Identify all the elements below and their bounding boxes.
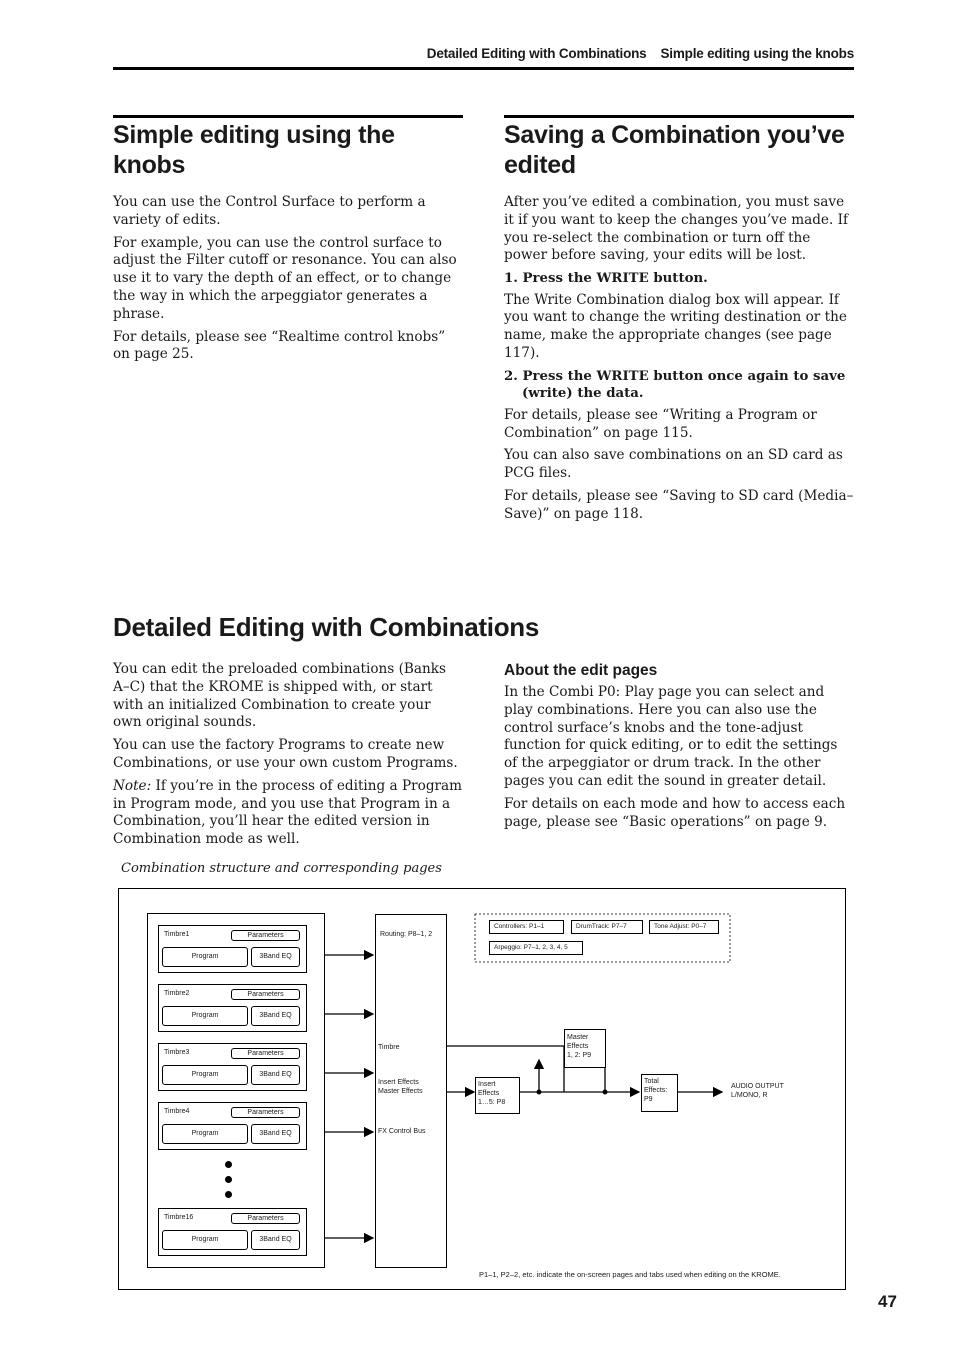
timbre-block — [158, 1043, 307, 1091]
right-paragraph: For details, please see “Writing a Program or Combination” on page 115. — [504, 406, 817, 441]
left-section — [113, 120, 463, 369]
program-box: Program — [162, 1124, 248, 1144]
note-label: Note: — [113, 777, 152, 794]
fx-control-bus-label: FX Control Bus — [378, 1128, 426, 1135]
timbre-bus-label: Timbre — [378, 1044, 400, 1051]
timbre-label: Timbre16 — [164, 1214, 194, 1221]
step-1: 1. Press the WRITE button. — [504, 271, 708, 287]
right-intro: After you’ve edited a combination, you must save it if you want to keep the changes you’ve made. If you re-select the combination or turn off the power before saving, your edits will be lost. — [504, 194, 848, 264]
program-box: Program — [162, 1065, 248, 1085]
parameters-box: Parameters — [231, 1107, 300, 1118]
timbre-block — [158, 1208, 307, 1256]
timbre-label: Timbre2 — [164, 990, 190, 997]
timbre-label: Timbre3 — [164, 1049, 190, 1056]
right-section — [504, 120, 854, 529]
timbre-block — [158, 984, 307, 1032]
insert-master-label: Insert Effects Master Effects — [378, 1079, 423, 1095]
figure-caption: Combination structure and corresponding pages — [121, 861, 442, 876]
running-header — [427, 46, 854, 61]
routing-block — [375, 914, 447, 1268]
drumtrack-box: DrumTrack: P7–7 — [571, 920, 643, 934]
insert-effects-box — [475, 1077, 520, 1114]
program-box: Program — [162, 1230, 248, 1250]
ellipsis-dot — [225, 1161, 232, 1168]
arpeggio-box: Arpeggio: P7–1, 2, 3, 4, 5 — [489, 941, 583, 955]
parameters-box: Parameters — [231, 1048, 300, 1059]
parameters-box: Parameters — [231, 930, 300, 941]
header-section: Detailed Editing with Combinations — [426, 46, 647, 61]
note-text: If you’re in the process of editing a Program in Program mode, and you use that Program in a Combination, you’ll hear the edited version in Combination mode as well. — [113, 777, 463, 848]
combination-structure-diagram — [118, 888, 846, 1290]
parameters-box: Parameters — [231, 1213, 300, 1224]
step-2: 2. Press the WRITE button once again to save (write) the data. — [504, 368, 846, 402]
right-section-rule — [504, 115, 854, 118]
ellipsis-dot — [225, 1191, 232, 1198]
main-left-column — [113, 661, 463, 854]
eq-box: 3Band EQ — [251, 1230, 300, 1250]
timbre-label: Timbre1 — [164, 931, 190, 938]
left-paragraph: For details, please see “Realtime control knobs” on page 25. — [113, 328, 446, 363]
right-paragraph: For details, please see “Saving to SD card (Media–Save)” on page 118. — [504, 488, 854, 522]
right-section-title: Saving a Combination you’ve edited — [504, 121, 845, 179]
about-section — [504, 662, 854, 836]
total-effects-label: Total Effects: P9 — [644, 1078, 668, 1103]
page-number: 47 — [878, 1292, 897, 1311]
insert-effects-label: Insert Effects 1…5: P8 — [478, 1081, 506, 1106]
note-paragraph — [113, 778, 463, 849]
timbre-block — [158, 925, 307, 973]
main-title: Detailed Editing with Combinations — [113, 612, 540, 642]
about-paragraph: In the Combi P0: Play page you can select and play combinations. Here you can also use the control surface’s knobs and the tone-adjust function for quick editing, or to edit the settings of the arpeggiator or drum track. In the other pages you can edit the sound in greater detail. — [504, 684, 838, 789]
main-paragraph: You can edit the preloaded combinations (Banks A–C) that the KROME is shipped with, or start with an initialized Combination to create your own original sounds. — [113, 661, 446, 731]
header-rule — [113, 67, 854, 70]
about-title: About the edit pages — [504, 662, 658, 679]
right-paragraph: You can also save combinations on an SD card as PCG files. — [504, 447, 843, 482]
program-box: Program — [162, 1006, 248, 1026]
header-subsection: Simple editing using the knobs — [660, 46, 854, 61]
eq-box: 3Band EQ — [251, 1124, 300, 1144]
about-paragraph: For details on each mode and how to access each page, please see “Basic operations” on page 9. — [504, 795, 846, 830]
ellipsis-dot — [225, 1176, 232, 1183]
diagram-footnote: P1–1, P2–2, etc. indicate the on-screen pages and tabs used when editing on the KROME. — [479, 1270, 781, 1279]
tone-adjust-box: Tone Adjust: P0–7 — [649, 920, 719, 934]
eq-box: 3Band EQ — [251, 1065, 300, 1085]
controllers-box: Controllers: P1–1 — [489, 920, 564, 934]
left-section-rule — [113, 115, 463, 118]
master-effects-label: Master Effects 1, 2: P9 — [567, 1034, 592, 1059]
program-box: Program — [162, 947, 248, 967]
eq-box: 3Band EQ — [251, 1006, 300, 1026]
left-section-title: Simple editing using the knobs — [113, 121, 395, 179]
main-paragraph: You can use the factory Programs to create new Combinations, or use your own custom Programs. — [113, 737, 458, 771]
timbre-block — [158, 1102, 307, 1150]
eq-box: 3Band EQ — [251, 947, 300, 967]
left-paragraph: For example, you can use the control surface to adjust the Filter cutoff or resonance. You can also use it to vary the depth of an effect, or to change the way in which the arpeggiator generates a phrase. — [113, 234, 457, 322]
total-effects-box — [641, 1074, 678, 1112]
step-1-text: The Write Combination dialog box will appear. If you want to change the writing destination or the name, make the appropriate changes (see page 117). — [504, 291, 847, 362]
audio-output-label: AUDIO OUTPUT L/MONO, R — [731, 1083, 784, 1099]
timbre-label: Timbre4 — [164, 1108, 190, 1115]
parameters-box: Parameters — [231, 989, 300, 1000]
master-effects-box — [564, 1029, 606, 1068]
routing-label: Routing: P8–1, 2 — [380, 931, 433, 938]
left-paragraph: You can use the Control Surface to perform a variety of edits. — [113, 194, 426, 228]
